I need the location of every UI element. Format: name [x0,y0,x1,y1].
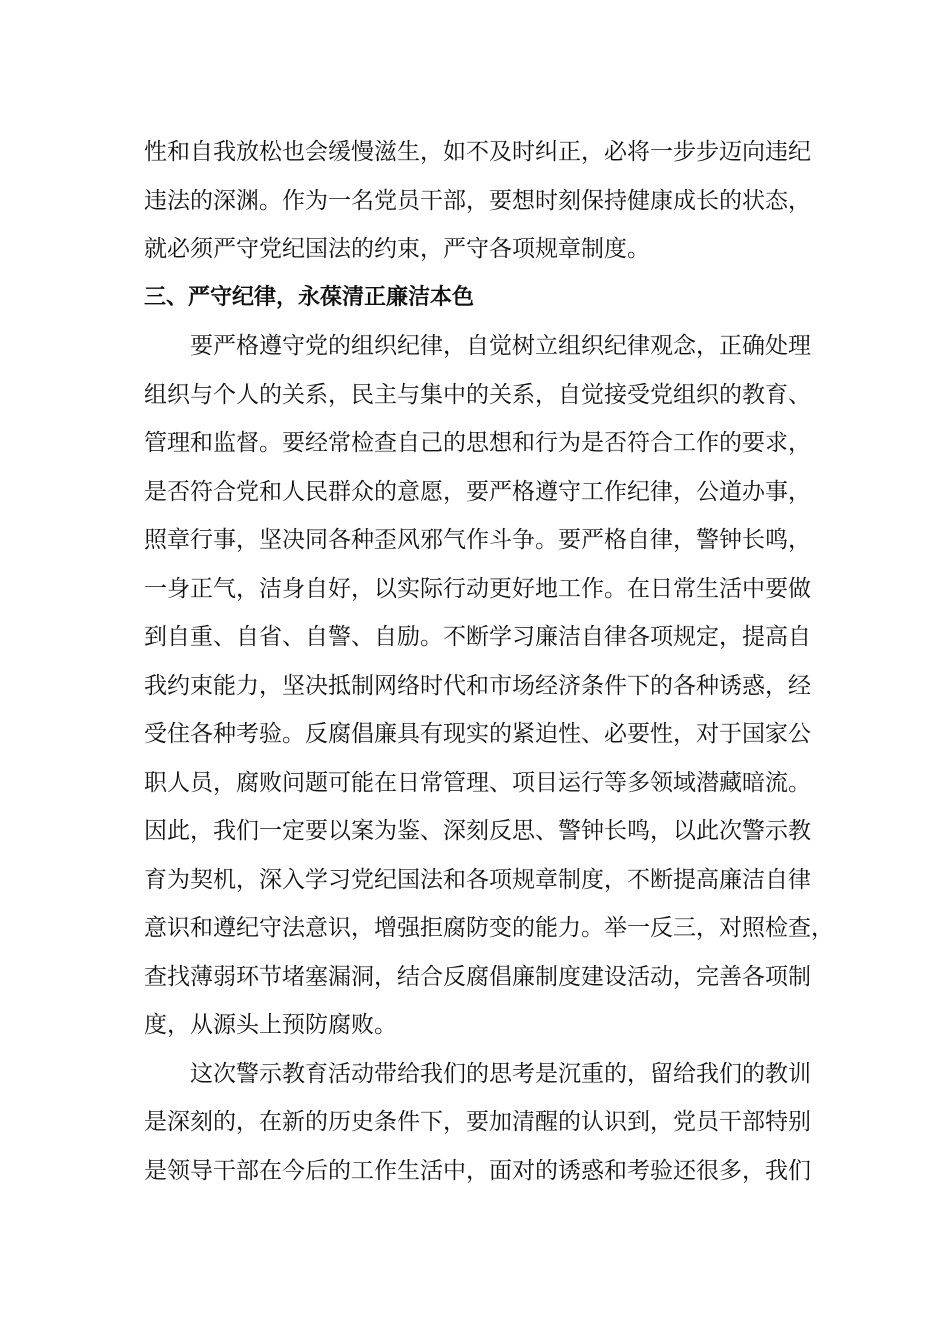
body-line: 是深刻的，在新的历史条件下，要加清醒的认识到，党员干部特别 [144,1109,811,1135]
body-line: 育为契机，深入学习党纪国法和各项规章制度，不断提高廉洁自律 [144,866,811,893]
body-line: 违法的深渊。作为一名党员干部，要想时刻保持健康成长的状态， [144,187,811,214]
body-line: 照章行事，坚决同各种歪风邪气作斗争。要严格自律，警钟长鸣， [144,527,811,553]
body-line: 是否符合党和人民群众的意愿，要严格遵守工作纪律，公道办事， [144,478,811,505]
body-line: 这次警示教育活动带给我们的思考是沉重的，留给我们的教训 [144,1060,811,1087]
body-line: 到自重、自省、自警、自励。不断学习廉洁自律各项规定，提高自 [144,624,811,650]
body-line: 要严格遵守党的组织纪律，自觉树立组织纪律观念，正确处理 [144,333,811,359]
body-line: 组织与个人的关系，民主与集中的关系，自觉接受党组织的教育、 [144,381,811,408]
body-line: 度，从源头上预防腐败。 [144,1012,397,1038]
body-line: 因此，我们一定要以案为鉴、深刻反思、警钟长鸣，以此次警示教 [144,818,811,844]
document-body [144,128,834,1195]
body-line: 受住各种考验。反腐倡廉具有现实的紧迫性、必要性，对于国家公 [144,721,811,747]
body-line: 我约束能力，坚决抵制网络时代和市场经济条件下的各种诱惑，经 [144,672,811,699]
body-line: 查找薄弱环节堵塞漏洞，结合反腐倡廉制度建设活动，完善各项制 [144,963,811,990]
body-line: 管理和监督。要经常检查自己的思想和行为是否符合工作的要求， [144,430,811,456]
body-line: 是领导干部在今后的工作生活中，面对的诱惑和考验还很多，我们 [144,1157,811,1184]
body-line: 意识和遵纪守法意识，增强拒腐防变的能力。举一反三，对照检查， [144,915,834,941]
body-line: 职人员，腐败问题可能在日常管理、项目运行等多领域潜藏暗流。 [144,769,811,796]
body-line: 一身正气，洁身自好，以实际行动更好地工作。在日常生活中要做 [144,575,811,602]
body-line: 就必须严守党纪国法的约束，严守各项规章制度。 [144,236,650,262]
body-line: 性和自我放松也会缓慢滋生，如不及时纠正，必将一步步迈向违纪 [144,139,811,165]
section-heading: 三、严守纪律，永葆清正廉洁本色 [144,284,475,310]
